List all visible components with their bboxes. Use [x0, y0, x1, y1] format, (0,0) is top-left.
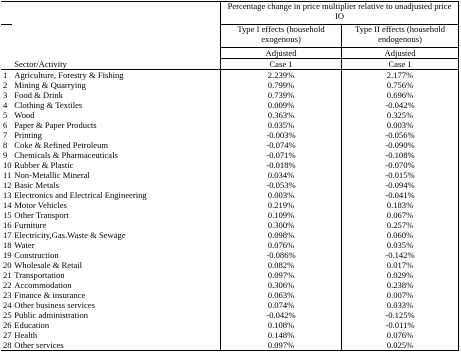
row-number: 25 [3, 310, 12, 320]
table-row [1, 170, 459, 180]
row-sector: Chemicals & Pharmaceuticals [12, 150, 220, 160]
row-type2-value: 0.238% [342, 280, 459, 290]
row-type1-value: 0.098% [221, 230, 342, 240]
row-type2-value: 0.060% [342, 230, 459, 240]
row-type2-value: 0.183% [342, 200, 459, 210]
header-blank [12, 25, 220, 48]
row-number: 27 [3, 330, 12, 340]
row-sector: Other Transport [12, 210, 220, 220]
row-number: 21 [3, 270, 12, 280]
header-blank [12, 2, 220, 25]
row-type2-value: 0.756% [342, 80, 459, 90]
row-type1-value: -0.086% [221, 250, 342, 260]
row-sector: Clothing & Textiles [12, 100, 220, 110]
table-row [1, 140, 459, 150]
row-type2-value: -0.070% [342, 160, 459, 170]
row-type1-value: 0.009% [221, 100, 342, 110]
row-type1-value: -0.071% [221, 150, 342, 160]
price-multiplier-table [1, 1, 459, 351]
header-sector-label: Sector/Activity [12, 59, 220, 70]
table-row [1, 340, 459, 351]
row-type1-value: -0.018% [221, 160, 342, 170]
row-number: 4 [3, 100, 8, 110]
row-number: 26 [3, 320, 12, 330]
row-number: 8 [3, 140, 8, 150]
row-type1-value: 0.076% [221, 240, 342, 250]
row-number: 24 [3, 300, 12, 310]
row-number: 20 [3, 260, 12, 270]
row-type2-value: 0.035% [342, 240, 459, 250]
row-type1-value: 0.097% [221, 340, 342, 351]
row-number: 6 [3, 120, 8, 130]
row-type2-value: 0.325% [342, 110, 459, 120]
table-row [1, 110, 459, 120]
header-main-title: Percentage change in price multiplier relative to unadjusted price IO [221, 2, 459, 25]
row-sector: Electronics and Electrical Engineering [12, 190, 220, 200]
row-sector: Rubber & Plastic [12, 160, 220, 170]
row-sector: Transportation [12, 270, 220, 280]
row-type1-value: -0.042% [221, 310, 342, 320]
table-row [1, 260, 459, 270]
header-case2: Case 1 [342, 59, 459, 70]
row-sector: Construction [12, 250, 220, 260]
row-number: 16 [3, 220, 12, 230]
row-number: 13 [3, 190, 12, 200]
row-type1-value: 0.035% [221, 120, 342, 130]
table-row [1, 250, 459, 260]
header-blank [12, 48, 220, 59]
row-sector: Printing [12, 130, 220, 140]
row-type1-value: 0.074% [221, 300, 342, 310]
header-case1: Case 1 [221, 59, 342, 70]
table-header [1, 2, 459, 70]
row-number: 3 [3, 90, 8, 100]
row-type1-value: 0.219% [221, 200, 342, 210]
row-type1-value: 0.097% [221, 270, 342, 280]
row-type1-value: -0.074% [221, 140, 342, 150]
row-sector: Other services [12, 340, 220, 351]
row-number: 15 [3, 210, 12, 220]
row-sector: Furniture [12, 220, 220, 230]
row-type2-value: 0.076% [342, 330, 459, 340]
row-type2-value: -0.011% [342, 320, 459, 330]
table-row [1, 240, 459, 250]
header-blank [1, 2, 12, 25]
table-row [1, 190, 459, 200]
row-number: 18 [3, 240, 12, 250]
table-row [1, 90, 459, 100]
row-number: 5 [3, 110, 8, 120]
row-type2-value: 0.007% [342, 290, 459, 300]
row-sector: Wood [12, 110, 220, 120]
row-type1-value: 0.108% [221, 320, 342, 330]
row-type1-value: 0.034% [221, 170, 342, 180]
row-type2-value: -0.108% [342, 150, 459, 160]
header-blank [1, 25, 12, 48]
row-type2-value: 0.003% [342, 120, 459, 130]
row-type2-value: -0.015% [342, 170, 459, 180]
row-type1-value: -0.053% [221, 180, 342, 190]
table-row [1, 290, 459, 300]
row-sector: Public administration [12, 310, 220, 320]
row-type2-value: -0.094% [342, 180, 459, 190]
row-sector: Electricity,Gas.Waste & Sewage [12, 230, 220, 240]
row-type2-value: 0.017% [342, 260, 459, 270]
row-number: 19 [3, 250, 12, 260]
table-row [1, 300, 459, 310]
table-row [1, 180, 459, 190]
table-row [1, 70, 459, 81]
header-adjusted2: Adjusted [342, 48, 459, 59]
row-number: 17 [3, 230, 12, 240]
row-type2-value: -0.090% [342, 140, 459, 150]
table-body [1, 70, 459, 351]
row-sector: Motor Vehicles [12, 200, 220, 210]
row-sector: Mining & Quarrying [12, 80, 220, 90]
row-sector: Wholesale & Retail [12, 260, 220, 270]
row-number: 12 [3, 180, 12, 190]
row-sector: Water [12, 240, 220, 250]
row-number: 23 [3, 290, 12, 300]
table-row [1, 330, 459, 340]
row-sector: Basic Metals [12, 180, 220, 190]
row-sector: Coke & Refined Petroleum [12, 140, 220, 150]
table-row [1, 320, 459, 330]
row-number: 1 [3, 70, 8, 80]
table-row [1, 160, 459, 170]
row-type1-value: 0.799% [221, 80, 342, 90]
row-type1-value: 0.109% [221, 210, 342, 220]
table-row [1, 80, 459, 90]
header-blank [1, 59, 12, 70]
table-row [1, 220, 459, 230]
row-type1-value: 0.306% [221, 280, 342, 290]
row-type2-value: -0.125% [342, 310, 459, 320]
row-type1-value: 0.363% [221, 110, 342, 120]
row-sector: Paper & Paper Products [12, 120, 220, 130]
header-type1: Type I effects (household exogenous) [221, 25, 342, 48]
row-sector: Finance & insurance [12, 290, 220, 300]
row-type1-value: 0.300% [221, 220, 342, 230]
row-type1-value: 0.003% [221, 190, 342, 200]
row-type1-value: 0.148% [221, 330, 342, 340]
row-sector: Other business services [12, 300, 220, 310]
table-row [1, 100, 459, 110]
table-row [1, 210, 459, 220]
table-row [1, 230, 459, 240]
table-row [1, 270, 459, 280]
row-number: 14 [3, 200, 12, 210]
row-type1-value: 0.739% [221, 90, 342, 100]
row-type2-value: -0.056% [342, 130, 459, 140]
header-type2: Type II effects (household endogenous) [342, 25, 459, 48]
table-row [1, 200, 459, 210]
table-row [1, 120, 459, 130]
row-type2-value: -0.042% [342, 100, 459, 110]
row-type1-value: -0.003% [221, 130, 342, 140]
row-number: 28 [3, 340, 12, 350]
row-number: 9 [3, 150, 8, 160]
row-sector: Non-Metallic Mineral [12, 170, 220, 180]
row-number: 22 [3, 280, 12, 290]
row-type2-value: 0.067% [342, 210, 459, 220]
header-blank [1, 48, 12, 59]
table-row [1, 310, 459, 320]
row-type2-value: 0.029% [342, 270, 459, 280]
row-type2-value: 0.257% [342, 220, 459, 230]
row-number: 2 [3, 80, 8, 90]
header-adjusted1: Adjusted [221, 48, 342, 59]
row-type2-value: 2.177% [342, 70, 459, 81]
row-type2-value: -0.142% [342, 250, 459, 260]
row-number: 10 [3, 160, 12, 170]
row-type2-value: 0.033% [342, 300, 459, 310]
row-number: 11 [3, 170, 12, 180]
row-sector: Food & Drink [12, 90, 220, 100]
row-type2-value: 0.696% [342, 90, 459, 100]
row-sector: Health [12, 330, 220, 340]
row-type2-value: -0.041% [342, 190, 459, 200]
row-type2-value: 0.025% [342, 340, 459, 351]
row-type1-value: 0.082% [221, 260, 342, 270]
row-type1-value: 2.239% [221, 70, 342, 81]
row-type1-value: 0.063% [221, 290, 342, 300]
table-row [1, 150, 459, 160]
row-sector: Education [12, 320, 220, 330]
row-number: 7 [3, 130, 8, 140]
table-row [1, 280, 459, 290]
table-row [1, 130, 459, 140]
row-sector: Agriculture, Forestry & Fishing [12, 70, 220, 81]
row-sector: Accommodation [12, 280, 220, 290]
